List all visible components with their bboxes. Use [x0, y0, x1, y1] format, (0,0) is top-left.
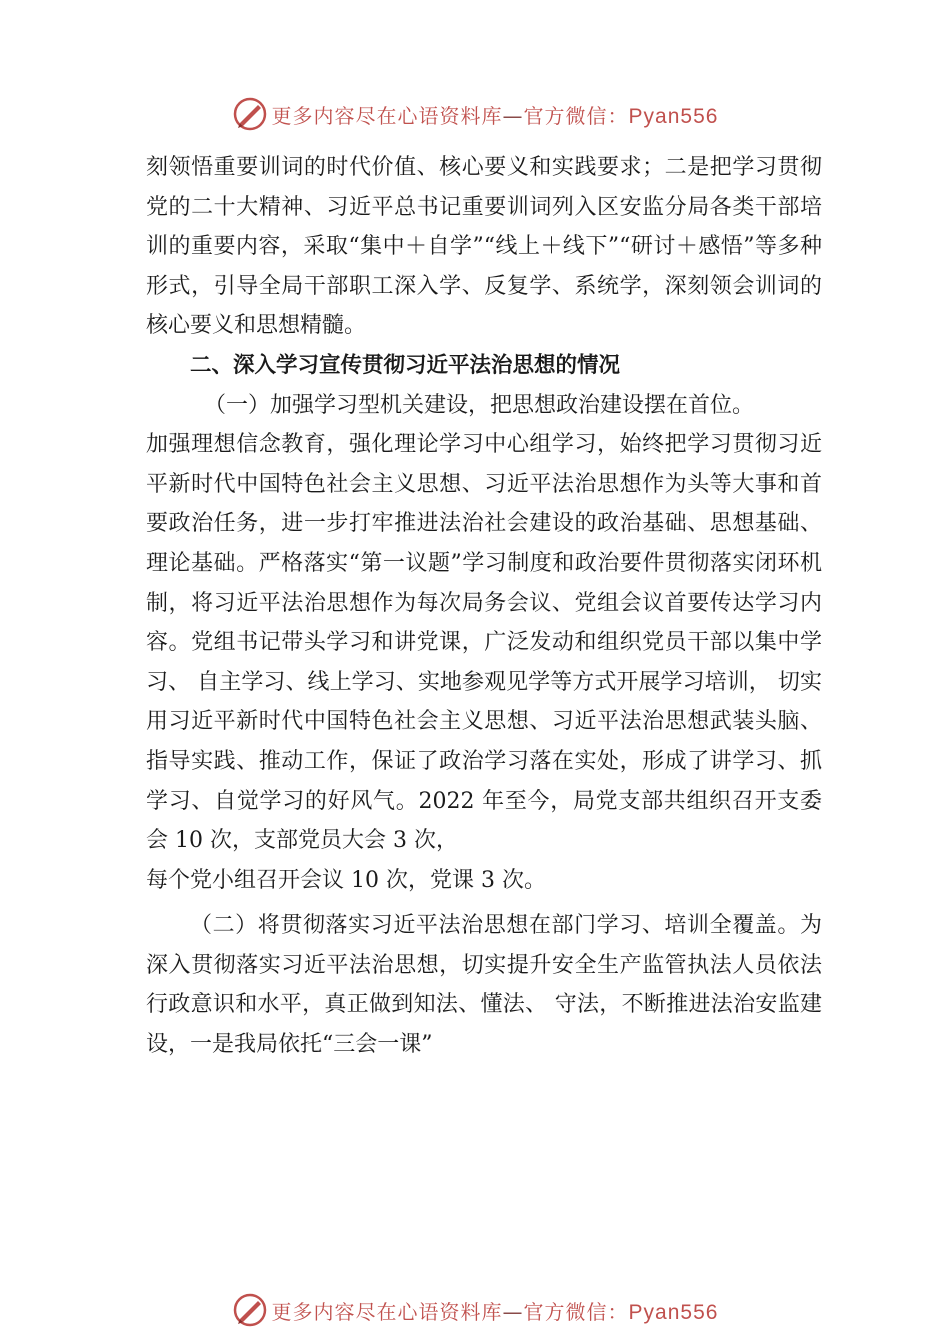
header-watermark-text: 更多内容尽在心语资料库—官方微信：Pyan556 [271, 103, 719, 128]
wechat-id: Pyan556 [628, 1300, 719, 1324]
footer-watermark-text: 更多内容尽在心语资料库—官方微信：Pyan556 [271, 1299, 719, 1324]
footer-watermark [0, 1290, 950, 1330]
pen-logo-icon [232, 1292, 268, 1328]
section-heading: 二、深入学习宣传贯彻习近平法治思想的情况 [190, 352, 621, 378]
subsection-1-heading: （一）加强学习型机关建设，把思想政治建设摆在首位。 [204, 392, 755, 418]
header-watermark [0, 94, 950, 134]
paragraph-continued: 刻领悟重要训词的时代价值、核心要义和实践要求；二是把学习贯彻党的二十大精神、习近平总书记重要训词列入区安监分局各类干部培训的重要内容，采取“集中＋自学”“线上＋线下”“研讨＋感悟”等多种形式，引导全局干部职工深入学、反复学、系统学，深刻领会训词的核心要义和思想精髓。 [146, 155, 822, 339]
subsection-1-last-line: 每个党小组召开会议 10 次，党课 3 次。 [146, 867, 546, 893]
document-body [146, 148, 822, 1065]
subsection-2: （二）将贯彻落实习近平法治思想在部门学习、培训全覆盖。为深入贯彻落实习近平法治思想，切实提升安全生产监管执法人员依法行政意识和水平，真正做到知法、懂法、 守法，不断推进法治安监建设，一是我局依托“三会一课” [146, 913, 822, 1058]
subsection-1-body: 加强理想信念教育，强化理论学习中心组学习，始终把学习贯彻习近平新时代中国特色社会主义思想、习近平法治思想作为头等大事和首要政治任务，进一步打牢推进法治社会建设的政治基础、思想基础、理论基础。严格落实“第一议题”学习制度和政治要件贯彻落实闭环机制，将习近平法治思想作为每次局务会议、党组会议首要传达学习内容。党组书记带头学习和讲党课，广泛发动和组织党员干部以集中学习、 自主学习、线上学习、实地参观见学等方式开展学习培训， 切实用习近平新时代中国特色社会主义思想、习近平法治思想武装头脑、指导实践、推动工作，保证了政治学习落在实处，形成了讲学习、抓学习、自觉学习的好风气。2022 年至今，局党支部共组织召开支委会 10 次，支部党员大会 3 次， [146, 432, 822, 854]
pen-logo-icon [232, 96, 268, 132]
wechat-id: Pyan556 [628, 104, 719, 128]
